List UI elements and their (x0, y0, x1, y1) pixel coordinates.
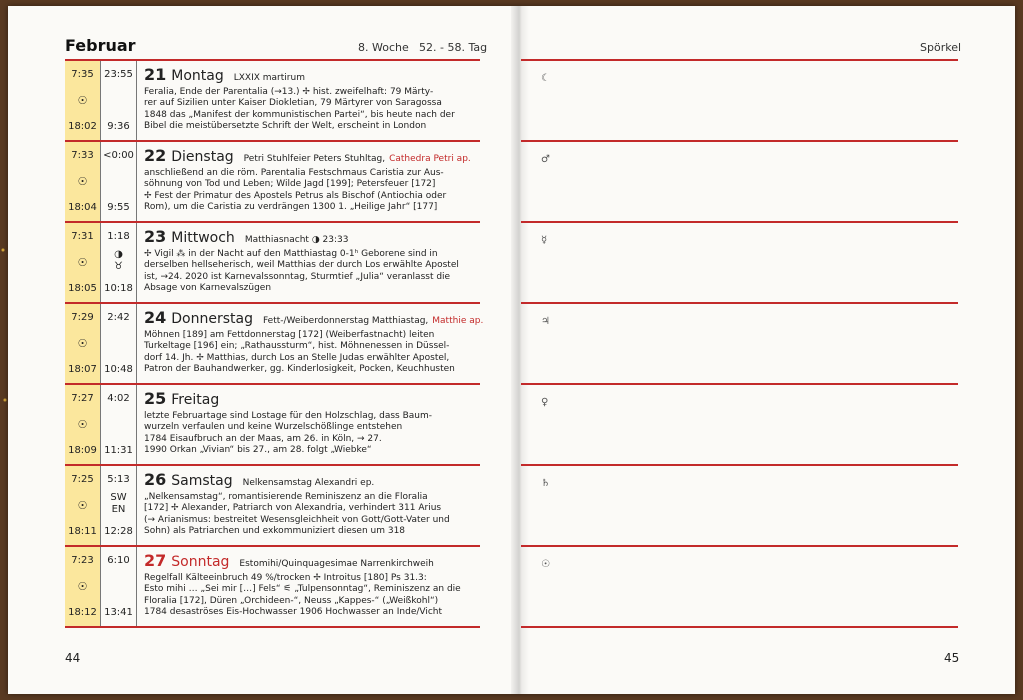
moon-times (101, 466, 137, 545)
note-line: (→ Arianismus: bestreitet Wesensgleichheit von Gott/Gott-Vater und (144, 514, 450, 525)
day-saints: Fett-/Weiberdonnerstag Matthiastag, (262, 316, 429, 326)
note-row (521, 466, 958, 547)
planet-icon: ♀ (541, 397, 549, 408)
day-number: 23 (144, 227, 167, 246)
day-feast: Matthie ap. (432, 316, 484, 326)
note-line: Absage von Karnevalszügen (144, 283, 272, 294)
note-line: dorf 14. Jh. ✢ Matthias, durch Los an Stelle Judas erwählter Apostel, (144, 352, 450, 363)
note-row (521, 61, 958, 142)
sunrise-time: 7:35 (71, 69, 94, 80)
note-line: Turkeltage [196] ein; „Rathaussturm“, hist. Möhnenessen in Düssel- (144, 341, 450, 352)
sun-icon: ☉ (77, 580, 88, 593)
sunset-time: 18:11 (68, 526, 97, 537)
day-notes (144, 492, 479, 538)
day-notes (144, 249, 479, 295)
sun-times (65, 385, 101, 464)
sun-icon: ☉ (77, 256, 88, 269)
note-line: [172] ✢ Alexander, Patriarch von Alexandria, verhindert 311 Arius (144, 503, 442, 514)
day-notes (144, 573, 479, 619)
note-line: söhnung von Tod und Leben; Wilde Jagd [199]; Petersfeuer [172] (144, 179, 436, 190)
day-heading (144, 227, 479, 247)
sun-times (65, 61, 101, 140)
day-name: Dienstag (171, 149, 234, 165)
day-name: Freitag (171, 392, 220, 408)
moonset-time: 11:31 (104, 445, 133, 456)
moon-phase-icon: ◑ ♉ (114, 249, 123, 272)
day-number: 24 (144, 308, 167, 327)
day-body (144, 227, 479, 295)
moon-times (101, 61, 137, 140)
moonset-time: 10:18 (104, 283, 133, 294)
notes-column (521, 61, 958, 628)
day-body (144, 389, 479, 457)
note-row (521, 142, 958, 223)
note-line: rer auf Sizilien unter Kaiser Diokletian, 79 Märtyrer von Saragossa (144, 98, 442, 109)
sun-times (65, 547, 101, 626)
note-line: Bibel die meistübersetzte Schrift der Welt, erscheint in London (144, 121, 427, 132)
moonset-time: 10:48 (104, 364, 133, 375)
note-line: Floralia [172], Düren „Orchideen-“, Neuss „Kappes-“ („Weißkohl“) (144, 595, 439, 606)
note-line: anschließend an die röm. Parentalia Festschmaus Caristia zur Aus- (144, 168, 444, 178)
sunrise-time: 7:33 (71, 150, 94, 161)
note-row (521, 547, 958, 628)
note-line: 1990 Orkan „Vivian“ bis 27., am 28. folgt „Wiebke“ (144, 445, 372, 456)
moon-times (101, 142, 137, 221)
moonrise-time: 4:02 (107, 393, 130, 404)
day-name: Mittwoch (171, 230, 235, 246)
note-line: letzte Februartage sind Lostage für den Holzschlag, dass Baum- (144, 411, 433, 421)
day-number: 21 (144, 65, 167, 84)
sunrise-time: 7:23 (71, 555, 94, 566)
day-entry (65, 466, 480, 547)
background-sparkle (0, 0, 8, 700)
day-number: 26 (144, 470, 167, 489)
page-number-right: 45 (944, 651, 960, 665)
planet-icon: ☿ (541, 235, 548, 246)
note-row (521, 304, 958, 385)
note-row (521, 385, 958, 466)
sunset-time: 18:04 (68, 202, 97, 213)
day-name: Sonntag (171, 554, 230, 570)
note-line: Esto mihi … „Sei mir […] Fels“ ⚟ „Tulpensonntag“, Reminiszenz an die (144, 584, 461, 595)
sun-times (65, 223, 101, 302)
note-line: Rom), um die Caristia zu verdrängen 1300 1. „Heilige Jahr“ [177] (144, 202, 438, 213)
sunset-time: 18:02 (68, 121, 97, 132)
day-saints: Matthiasnacht ◑ 23:33 (244, 235, 349, 245)
moon-times (101, 223, 137, 302)
day-body (144, 470, 479, 538)
day-name: Montag (171, 68, 224, 84)
book-spread (8, 6, 1015, 694)
sun-icon: ☉ (77, 337, 88, 350)
day-body (144, 551, 479, 619)
sun-icon: ☉ (77, 499, 88, 512)
moonset-time: 9:55 (107, 202, 130, 213)
sun-icon: ☉ (77, 418, 88, 431)
note-line: ✢ Fest der Primatur des Apostels Petrus als Bischof (Antiochia oder (144, 190, 447, 201)
moonrise-time: 6:10 (107, 555, 130, 566)
week-label: 8. Woche (358, 41, 409, 54)
month-title: Februar (65, 36, 136, 55)
moonrise-time: <0:00 (103, 150, 134, 161)
sun-icon: ☉ (77, 175, 88, 188)
note-line: ✢ Vigil ⁂ in der Nacht auf den Matthiastag 0-1ʰ Geborene sind in (144, 249, 438, 259)
page-number-left: 44 (65, 651, 81, 665)
day-body (144, 146, 479, 214)
note-line: Möhnen [189] am Fettdonnerstag [172] (Weiberfastnacht) leiten (144, 330, 435, 340)
note-line: derselben hellseherisch, weil Matthias der durch Los erwählte Apostel (144, 260, 459, 271)
day-number: 22 (144, 146, 167, 165)
days-label: 52. - 58. Tag (419, 41, 488, 54)
moonrise-time: 2:42 (107, 312, 130, 323)
planet-icon: ♃ (541, 316, 550, 327)
day-notes (144, 168, 479, 214)
sunset-time: 18:12 (68, 607, 97, 618)
moonrise-time: 5:13 (107, 474, 130, 485)
day-notes (144, 411, 479, 457)
sunrise-time: 7:27 (71, 393, 94, 404)
day-body (144, 308, 484, 376)
day-number: 25 (144, 389, 167, 408)
sunset-time: 18:05 (68, 283, 97, 294)
note-line: Sohn) als Patriarchen und exkommuniziert diesen um 318 (144, 526, 406, 537)
day-heading (144, 470, 479, 490)
sun-times (65, 304, 101, 383)
day-entry (65, 547, 480, 628)
planet-icon: ♄ (541, 478, 550, 489)
day-saints: Petri Stuhlfeier Peters Stuhltag, (243, 154, 386, 164)
right-page-title: Spörkel (920, 41, 962, 54)
day-entry (65, 385, 480, 466)
note-line: 1784 Eisaufbruch an der Maas, am 26. in Köln, → 27. (144, 433, 382, 444)
day-saints: LXXIX martirum (233, 73, 305, 83)
sunrise-time: 7:25 (71, 474, 94, 485)
day-heading (144, 65, 479, 85)
day-saints: Nelkensamstag Alexandri ep. (242, 478, 375, 488)
sunset-time: 18:07 (68, 364, 97, 375)
note-line: 1848 das „Manifest der kommunistischen Partei“, bis heute nach der (144, 109, 455, 120)
note-line: Patron der Bauhandwerker, gg. Kinderlosigkeit, Pocken, Keuchhusten (144, 364, 455, 375)
day-saints: Estomihi/Quinquagesimae Narrenkirchweih (239, 559, 434, 569)
day-notes (144, 330, 479, 376)
day-heading (144, 146, 479, 166)
planet-icon: ☉ (541, 559, 550, 570)
day-heading (144, 551, 479, 571)
day-entry (65, 223, 480, 304)
sunrise-time: 7:31 (71, 231, 94, 242)
planet-icon: ♂ (541, 154, 550, 165)
moon-times (101, 304, 137, 383)
day-number: 27 (144, 551, 167, 570)
day-feast: Cathedra Petri ap. (389, 154, 471, 164)
moonrise-time: 23:55 (104, 69, 133, 80)
day-name: Samstag (171, 473, 233, 489)
day-heading (144, 308, 484, 328)
day-heading (144, 389, 479, 409)
planet-icon: ☾ (541, 73, 550, 84)
moonset-time: 9:36 (107, 121, 130, 132)
moon-times (101, 547, 137, 626)
sunrise-time: 7:29 (71, 312, 94, 323)
note-line: „Nelkensamstag“, romantisierende Reminiszenz an die Floralia (144, 492, 428, 502)
sunset-time: 18:09 (68, 445, 97, 456)
note-line: Feralia, Ende der Parentalia (→13.) ✢ hist. zweifelhaft: 79 Märty- (144, 87, 434, 97)
moonrise-time: 1:18 (107, 231, 130, 242)
day-entry (65, 61, 480, 142)
moon-times (101, 385, 137, 464)
note-line: Regelfall Kälteeinbruch 49 %/trocken ✢ Introitus [180] Ps 31.3: (144, 573, 427, 583)
note-row (521, 223, 958, 304)
note-line: 1784 desaströses Eis-Hochwasser 1906 Hochwasser an Inde/Vicht (144, 607, 443, 618)
day-notes (144, 87, 479, 133)
moon-phase-icon: SW EN (110, 492, 127, 515)
note-line: wurzeln verfaulen und keine Wurzelschößlinge entstehen (144, 422, 403, 433)
day-entry (65, 142, 480, 223)
day-name: Donnerstag (171, 311, 253, 327)
moonset-time: 12:28 (104, 526, 133, 537)
day-body (144, 65, 479, 133)
moonset-time: 13:41 (104, 607, 133, 618)
note-line: ist, →24. 2020 ist Karnevalssonntag, Sturmtief „Julia“ veranlasst die (144, 271, 451, 282)
day-list (65, 61, 484, 628)
sun-icon: ☉ (77, 94, 88, 107)
sun-times (65, 466, 101, 545)
sun-times (65, 142, 101, 221)
day-entry (65, 304, 484, 385)
